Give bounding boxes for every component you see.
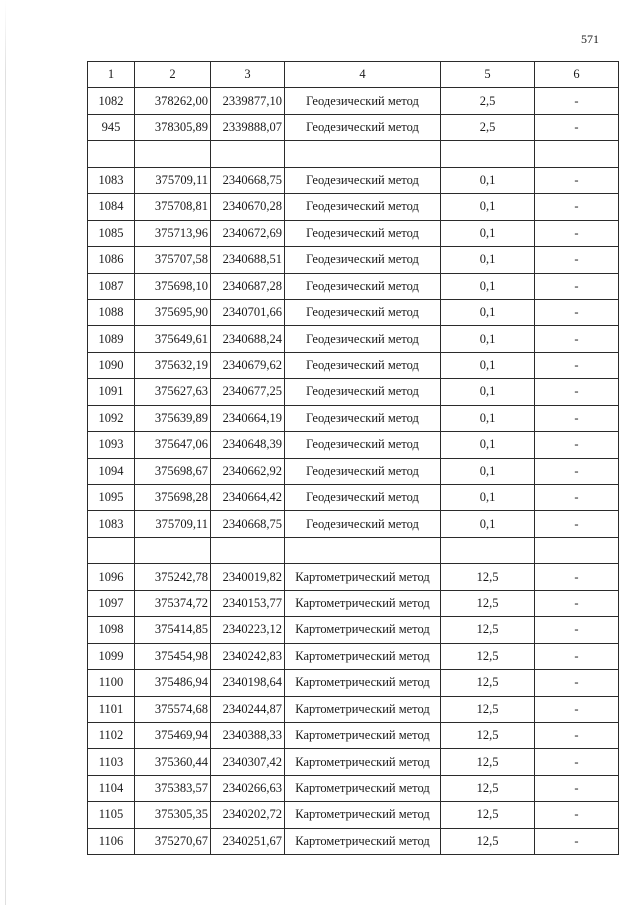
description-cell: -: [535, 326, 619, 352]
x-coordinate-cell: 375270,67: [135, 828, 211, 854]
x-coordinate-cell: 375713,96: [135, 220, 211, 246]
accuracy-cell: 0,1: [441, 167, 535, 193]
x-coordinate-cell: 375242,78: [135, 564, 211, 590]
point-number-cell: 1101: [88, 696, 135, 722]
y-coordinate-cell: 2339877,10: [211, 88, 285, 114]
x-coordinate-cell: 375698,10: [135, 273, 211, 299]
page-number: 571: [581, 32, 599, 46]
point-number-cell: 1088: [88, 299, 135, 325]
accuracy-cell: 0,1: [441, 352, 535, 378]
description-cell: -: [535, 379, 619, 405]
point-number-cell: 1083: [88, 167, 135, 193]
table-row: [88, 485, 619, 511]
point-number-cell: 1099: [88, 643, 135, 669]
y-coordinate-cell: 2340688,51: [211, 247, 285, 273]
y-coordinate-cell: 2340672,69: [211, 220, 285, 246]
accuracy-cell: 0,1: [441, 326, 535, 352]
point-number-cell: 1097: [88, 590, 135, 616]
method-cell: Картометрический метод: [285, 590, 441, 616]
accuracy-cell: 12,5: [441, 590, 535, 616]
accuracy-cell: 12,5: [441, 749, 535, 775]
x-coordinate-cell: [135, 537, 211, 563]
point-number-cell: 1087: [88, 273, 135, 299]
method-cell: Картометрический метод: [285, 643, 441, 669]
y-coordinate-cell: 2340223,12: [211, 617, 285, 643]
x-coordinate-cell: 375709,11: [135, 167, 211, 193]
description-cell: -: [535, 643, 619, 669]
y-coordinate-cell: 2340251,67: [211, 828, 285, 854]
accuracy-cell: 2,5: [441, 114, 535, 140]
x-coordinate-cell: 378305,89: [135, 114, 211, 140]
y-coordinate-cell: 2340019,82: [211, 564, 285, 590]
description-cell: -: [535, 247, 619, 273]
table-row: [88, 828, 619, 854]
method-cell: Картометрический метод: [285, 670, 441, 696]
x-coordinate-cell: 375383,57: [135, 775, 211, 801]
y-coordinate-cell: 2340648,39: [211, 432, 285, 458]
method-cell: [285, 141, 441, 167]
description-cell: -: [535, 590, 619, 616]
description-cell: -: [535, 828, 619, 854]
point-number-cell: 1089: [88, 326, 135, 352]
accuracy-cell: 0,1: [441, 194, 535, 220]
method-cell: Картометрический метод: [285, 802, 441, 828]
x-coordinate-cell: 378262,00: [135, 88, 211, 114]
description-cell: -: [535, 511, 619, 537]
y-coordinate-cell: 2340668,75: [211, 167, 285, 193]
x-coordinate-cell: 375469,94: [135, 722, 211, 748]
y-coordinate-cell: [211, 537, 285, 563]
x-coordinate-cell: 375632,19: [135, 352, 211, 378]
accuracy-cell: 0,1: [441, 458, 535, 484]
scan-edge-shadow: [5, 0, 6, 905]
table-row: [88, 326, 619, 352]
accuracy-cell: 0,1: [441, 485, 535, 511]
x-coordinate-cell: 375627,63: [135, 379, 211, 405]
point-number-cell: 1084: [88, 194, 135, 220]
y-coordinate-cell: 2340677,25: [211, 379, 285, 405]
method-cell: Геодезический метод: [285, 247, 441, 273]
point-number-cell: 1103: [88, 749, 135, 775]
point-number-cell: 945: [88, 114, 135, 140]
description-cell: -: [535, 220, 619, 246]
point-number-cell: 1086: [88, 247, 135, 273]
point-number-cell: [88, 537, 135, 563]
table-row: [88, 643, 619, 669]
point-number-cell: [88, 141, 135, 167]
description-cell: -: [535, 696, 619, 722]
description-cell: -: [535, 88, 619, 114]
method-cell: Геодезический метод: [285, 511, 441, 537]
accuracy-cell: 0,1: [441, 405, 535, 431]
table-row: [88, 749, 619, 775]
description-cell: [535, 141, 619, 167]
x-coordinate-cell: 375647,06: [135, 432, 211, 458]
method-cell: Геодезический метод: [285, 299, 441, 325]
table-row: [88, 564, 619, 590]
accuracy-cell: 0,1: [441, 220, 535, 246]
column-header-description: 6: [535, 62, 619, 88]
description-cell: -: [535, 564, 619, 590]
description-cell: -: [535, 802, 619, 828]
description-cell: -: [535, 485, 619, 511]
x-coordinate-cell: 375414,85: [135, 617, 211, 643]
point-number-cell: 1100: [88, 670, 135, 696]
accuracy-cell: 12,5: [441, 696, 535, 722]
x-coordinate-cell: [135, 141, 211, 167]
table-header-row: [88, 62, 619, 88]
table-row: [88, 670, 619, 696]
accuracy-cell: 12,5: [441, 802, 535, 828]
point-number-cell: 1098: [88, 617, 135, 643]
x-coordinate-cell: 375374,72: [135, 590, 211, 616]
table-header: [88, 62, 619, 88]
point-number-cell: 1106: [88, 828, 135, 854]
accuracy-cell: 12,5: [441, 617, 535, 643]
method-cell: Геодезический метод: [285, 405, 441, 431]
y-coordinate-cell: 2340662,92: [211, 458, 285, 484]
y-coordinate-cell: 2340307,42: [211, 749, 285, 775]
table-row: [88, 802, 619, 828]
accuracy-cell: [441, 537, 535, 563]
point-number-cell: 1085: [88, 220, 135, 246]
column-header-method: 4: [285, 62, 441, 88]
description-cell: -: [535, 352, 619, 378]
table-row: [88, 167, 619, 193]
y-coordinate-cell: 2340242,83: [211, 643, 285, 669]
y-coordinate-cell: 2340701,66: [211, 299, 285, 325]
table-row: [88, 352, 619, 378]
table-row: [88, 379, 619, 405]
column-header-y-coordinate: 3: [211, 62, 285, 88]
y-coordinate-cell: 2340244,87: [211, 696, 285, 722]
method-cell: Геодезический метод: [285, 167, 441, 193]
table-row: [88, 590, 619, 616]
x-coordinate-cell: 375574,68: [135, 696, 211, 722]
table-separator-row: [88, 141, 619, 167]
y-coordinate-cell: 2340198,64: [211, 670, 285, 696]
point-number-cell: 1102: [88, 722, 135, 748]
table-row: [88, 299, 619, 325]
accuracy-cell: 12,5: [441, 643, 535, 669]
x-coordinate-cell: 375360,44: [135, 749, 211, 775]
method-cell: Геодезический метод: [285, 114, 441, 140]
table-row: [88, 458, 619, 484]
method-cell: Геодезический метод: [285, 273, 441, 299]
table-row: [88, 194, 619, 220]
table-row: [88, 273, 619, 299]
point-number-cell: 1096: [88, 564, 135, 590]
point-number-cell: 1095: [88, 485, 135, 511]
x-coordinate-cell: 375486,94: [135, 670, 211, 696]
description-cell: -: [535, 749, 619, 775]
method-cell: Геодезический метод: [285, 458, 441, 484]
x-coordinate-cell: 375695,90: [135, 299, 211, 325]
y-coordinate-cell: 2340266,63: [211, 775, 285, 801]
x-coordinate-cell: 375698,28: [135, 485, 211, 511]
y-coordinate-cell: 2340388,33: [211, 722, 285, 748]
method-cell: Геодезический метод: [285, 220, 441, 246]
accuracy-cell: 0,1: [441, 511, 535, 537]
method-cell: Картометрический метод: [285, 828, 441, 854]
table-row: [88, 432, 619, 458]
table-row: [88, 775, 619, 801]
accuracy-cell: 0,1: [441, 247, 535, 273]
description-cell: -: [535, 617, 619, 643]
coordinates-table: [87, 61, 619, 855]
description-cell: -: [535, 194, 619, 220]
x-coordinate-cell: 375698,67: [135, 458, 211, 484]
y-coordinate-cell: 2340679,62: [211, 352, 285, 378]
y-coordinate-cell: 2340664,42: [211, 485, 285, 511]
accuracy-cell: 12,5: [441, 828, 535, 854]
method-cell: Картометрический метод: [285, 775, 441, 801]
method-cell: Геодезический метод: [285, 88, 441, 114]
x-coordinate-cell: 375707,58: [135, 247, 211, 273]
point-number-cell: 1093: [88, 432, 135, 458]
description-cell: -: [535, 299, 619, 325]
accuracy-cell: 12,5: [441, 564, 535, 590]
point-number-cell: 1092: [88, 405, 135, 431]
method-cell: Геодезический метод: [285, 485, 441, 511]
table-row: [88, 617, 619, 643]
table-row: [88, 114, 619, 140]
accuracy-cell: [441, 141, 535, 167]
description-cell: -: [535, 775, 619, 801]
x-coordinate-cell: 375649,61: [135, 326, 211, 352]
description-cell: -: [535, 167, 619, 193]
point-number-cell: 1105: [88, 802, 135, 828]
method-cell: Картометрический метод: [285, 722, 441, 748]
accuracy-cell: 0,1: [441, 273, 535, 299]
accuracy-cell: 0,1: [441, 299, 535, 325]
description-cell: -: [535, 458, 619, 484]
x-coordinate-cell: 375305,35: [135, 802, 211, 828]
table-row: [88, 405, 619, 431]
point-number-cell: 1091: [88, 379, 135, 405]
table-separator-row: [88, 537, 619, 563]
method-cell: [285, 537, 441, 563]
accuracy-cell: 0,1: [441, 432, 535, 458]
y-coordinate-cell: 2340688,24: [211, 326, 285, 352]
point-number-cell: 1104: [88, 775, 135, 801]
point-number-cell: 1094: [88, 458, 135, 484]
description-cell: [535, 537, 619, 563]
table-row: [88, 88, 619, 114]
accuracy-cell: 0,1: [441, 379, 535, 405]
table-body: [88, 88, 619, 855]
column-header-x-coordinate: 2: [135, 62, 211, 88]
point-number-cell: 1082: [88, 88, 135, 114]
x-coordinate-cell: 375708,81: [135, 194, 211, 220]
method-cell: Картометрический метод: [285, 696, 441, 722]
x-coordinate-cell: 375454,98: [135, 643, 211, 669]
method-cell: Картометрический метод: [285, 564, 441, 590]
description-cell: -: [535, 670, 619, 696]
description-cell: -: [535, 405, 619, 431]
accuracy-cell: 12,5: [441, 775, 535, 801]
point-number-cell: 1083: [88, 511, 135, 537]
table-row: [88, 696, 619, 722]
column-header-point-number: 1: [88, 62, 135, 88]
table-row: [88, 247, 619, 273]
y-coordinate-cell: [211, 141, 285, 167]
x-coordinate-cell: 375709,11: [135, 511, 211, 537]
method-cell: Картометрический метод: [285, 749, 441, 775]
table-row: [88, 722, 619, 748]
method-cell: Геодезический метод: [285, 352, 441, 378]
description-cell: -: [535, 273, 619, 299]
y-coordinate-cell: 2340202,72: [211, 802, 285, 828]
table-row: [88, 511, 619, 537]
y-coordinate-cell: 2340668,75: [211, 511, 285, 537]
accuracy-cell: 2,5: [441, 88, 535, 114]
method-cell: Картометрический метод: [285, 617, 441, 643]
method-cell: Геодезический метод: [285, 432, 441, 458]
description-cell: -: [535, 722, 619, 748]
method-cell: Геодезический метод: [285, 326, 441, 352]
method-cell: Геодезический метод: [285, 379, 441, 405]
table-row: [88, 220, 619, 246]
method-cell: Геодезический метод: [285, 194, 441, 220]
description-cell: -: [535, 114, 619, 140]
point-number-cell: 1090: [88, 352, 135, 378]
description-cell: -: [535, 432, 619, 458]
x-coordinate-cell: 375639,89: [135, 405, 211, 431]
y-coordinate-cell: 2340687,28: [211, 273, 285, 299]
column-header-accuracy: 5: [441, 62, 535, 88]
accuracy-cell: 12,5: [441, 670, 535, 696]
y-coordinate-cell: 2340664,19: [211, 405, 285, 431]
y-coordinate-cell: 2339888,07: [211, 114, 285, 140]
y-coordinate-cell: 2340670,28: [211, 194, 285, 220]
accuracy-cell: 12,5: [441, 722, 535, 748]
y-coordinate-cell: 2340153,77: [211, 590, 285, 616]
